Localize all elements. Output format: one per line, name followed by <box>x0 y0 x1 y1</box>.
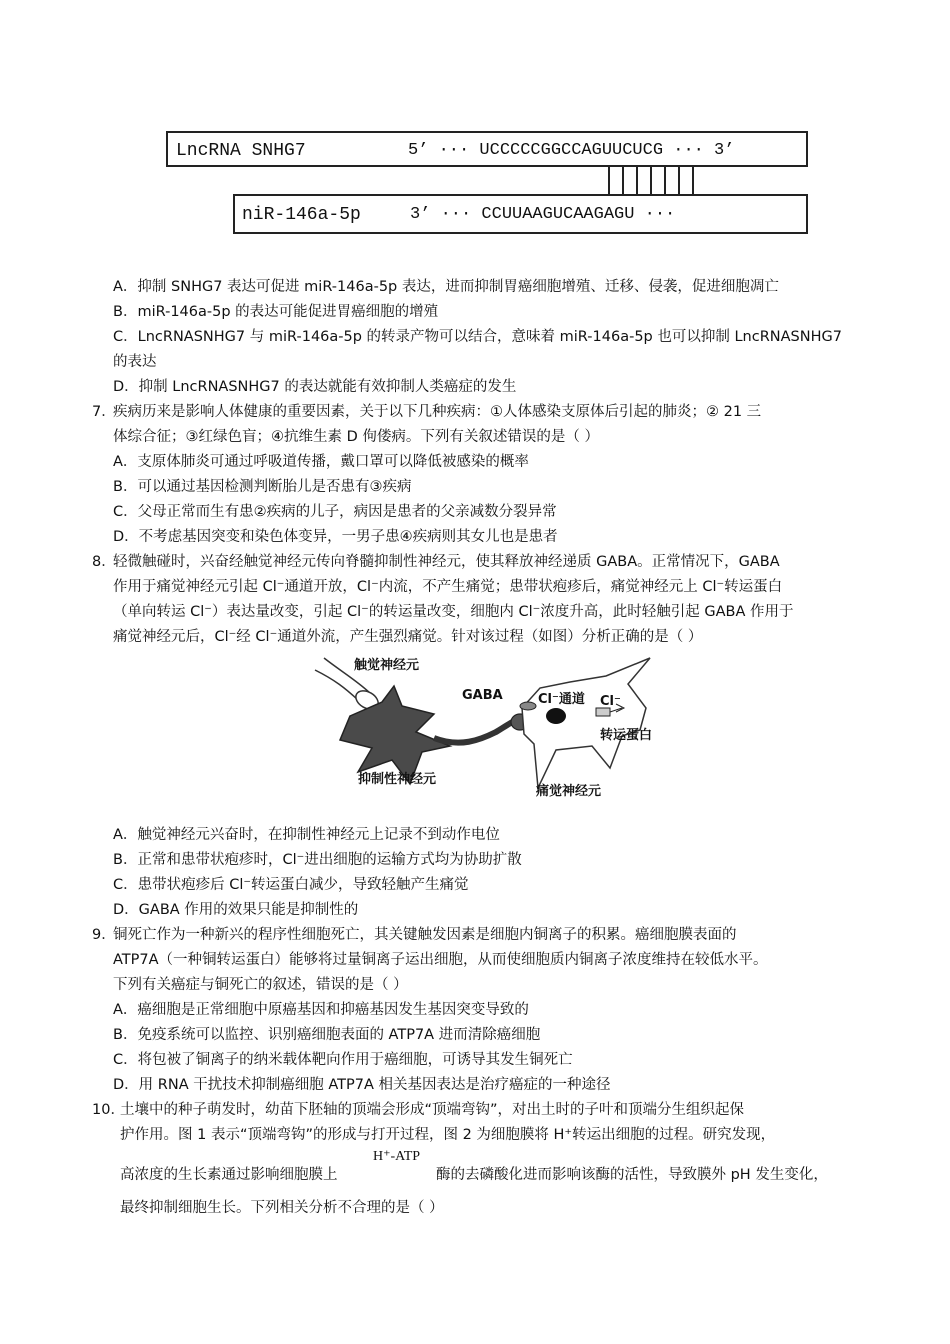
q6-option-c: C．LncRNASNHG7 与 miR-146a-5p 的转录产物可以结合，意味着 miR-146a-5p 也可以抑制 LncRNASNHG7 <box>113 329 842 345</box>
enzyme-label: H⁺-ATP <box>373 1149 421 1164</box>
q9-number: 9． <box>92 927 116 943</box>
q8-stem-4: 痛觉神经元后，Cl⁻经 Cl⁻通道外流，产生强烈痛觉。针对该过程（如图）分析正确的是（ ） <box>113 629 703 645</box>
q8-option-a: A．触觉神经元兴奋时，在抑制性神经元上记录不到动作电位 <box>113 827 500 843</box>
q7-option-d: D．不考虑基因突变和染色体变异，一男子患④疾病则其女儿也是患者 <box>113 529 558 545</box>
label-cl-channel: Cl⁻通道 <box>538 692 585 707</box>
q6-option-d: D．抑制 LncRNASNHG7 的表达就能有效抑制人类癌症的发生 <box>113 379 517 395</box>
label-gaba: GABA <box>462 688 503 703</box>
q7-stem-1: 疾病历来是影响人体健康的重要因素，关于以下几种疾病：①人体感染支原体后引起的肺炎；② 21 三 <box>113 404 762 420</box>
q9-stem-2: ATP7A（一种铜转运蛋白）能够将过量铜离子运出细胞，从而使细胞质内铜离子浓度维持在较低水平。 <box>113 952 768 968</box>
neuron-figure <box>310 648 670 800</box>
label-pain-neuron: 痛觉神经元 <box>536 784 602 799</box>
q8-number: 8． <box>92 554 116 570</box>
q10-number: 10． <box>92 1102 125 1118</box>
label-touch-neuron: 触觉神经元 <box>354 658 420 673</box>
q8-option-b: B．正常和患带状疱疹时，Cl⁻进出细胞的运输方式均为协助扩散 <box>113 852 522 868</box>
q7-number: 7． <box>92 404 116 420</box>
q8-stem-2: 作用于痛觉神经元引起 Cl⁻通道开放，Cl⁻内流，不产生痛觉；患带状疱疹后，痛觉神经元上 Cl⁻转运蛋白 <box>113 579 783 595</box>
q9-stem-1: 铜死亡作为一种新兴的程序性细胞死亡，其关键触发因素是细胞内铜离子的积累。癌细胞膜表面的 <box>113 927 737 943</box>
q7-option-b: B．可以通过基因检测判断胎儿是否患有③疾病 <box>113 479 412 495</box>
q9-stem-3: 下列有关癌症与铜死亡的叙述，错误的是（ ） <box>113 977 408 993</box>
q6-option-c-cont: 的表达 <box>113 354 157 370</box>
q10-stem-3-pre: 高浓度的生长素通过影响细胞膜上 <box>120 1167 338 1183</box>
q8-stem-1: 轻微触碰时，兴奋经触觉神经元传向脊髓抑制性神经元，使其释放神经递质 GABA。正常情况下，GABA <box>113 554 780 570</box>
q9-option-b: B．免疫系统可以监控、识别癌细胞表面的 ATP7A 进而清除癌细胞 <box>113 1027 541 1043</box>
q9-option-a: A．癌细胞是正常细胞中原癌基因和抑癌基因发生基因突变导致的 <box>113 1002 529 1018</box>
label-transporter: 转运蛋白 <box>600 728 653 743</box>
q10-stem-1: 土壤中的种子萌发时，幼苗下胚轴的顶端会形成“顶端弯钩”，对出土时的子叶和顶端分生组织起保 <box>120 1102 745 1118</box>
mirna-name: niR-146a-5p <box>242 205 361 225</box>
q10-stem-4: 最终抑制细胞生长。下列相关分析不合理的是（ ） <box>120 1200 444 1216</box>
q8-option-d: D．GABA 作用的效果只能是抑制性的 <box>113 902 359 918</box>
q8-option-c: C．患带状疱疹后 Cl⁻转运蛋白减少，导致轻触产生痛觉 <box>113 877 469 893</box>
q9-option-c: C．将包被了铜离子的纳米载体靶向作用于癌细胞，可诱导其发生铜死亡 <box>113 1052 573 1068</box>
q8-stem-3: （单向转运 Cl⁻）表达量改变，引起 Cl⁻的转运量改变，细胞内 Cl⁻浓度升高，此时轻触引起 GABA 作用于 <box>113 604 794 620</box>
mirna-sequence: 3’ ··· CCUUAAGUCAAGAGU ··· <box>410 205 676 224</box>
lncrna-sequence: 5’ ··· UCCCCCGGCCAGUUCUCG ··· 3’ <box>408 141 735 160</box>
lncrna-name: LncRNA SNHG7 <box>176 141 306 161</box>
q10-stem-3-post: 酶的去磷酸化进而影响该酶的活性，导致膜外 pH 发生变化， <box>436 1167 828 1183</box>
q6-option-a: A．抑制 SNHG7 表达可促进 miR-146a-5p 表达，进而抑制胃癌细胞增殖、迁移、侵袭，促进细胞凋亡 <box>113 279 779 295</box>
q7-option-a: A．支原体肺炎可通过呼吸道传播，戴口罩可以降低被感染的概率 <box>113 454 529 470</box>
q9-option-d: D．用 RNA 干扰技术抑制癌细胞 ATP7A 相关基因表达是治疗癌症的一种途径 <box>113 1077 611 1093</box>
label-inhibitory-neuron: 抑制性神经元 <box>358 772 437 787</box>
q7-option-c: C．父母正常而生有患②疾病的儿子，病因是患者的父亲减数分裂异常 <box>113 504 557 520</box>
label-cl-ion: Cl⁻ <box>600 694 621 709</box>
q6-option-b: B．miR-146a-5p 的表达可能促进胃癌细胞的增殖 <box>113 304 439 320</box>
q7-stem-2: 体综合征；③红绿色盲；④抗维生素 D 佝偻病。下列有关叙述错误的是（ ） <box>113 429 599 445</box>
q10-stem-2: 护作用。图 1 表示“顶端弯钩”的形成与打开过程，图 2 为细胞膜将 H⁺转运出细胞的过程。研究发现， <box>120 1127 776 1143</box>
